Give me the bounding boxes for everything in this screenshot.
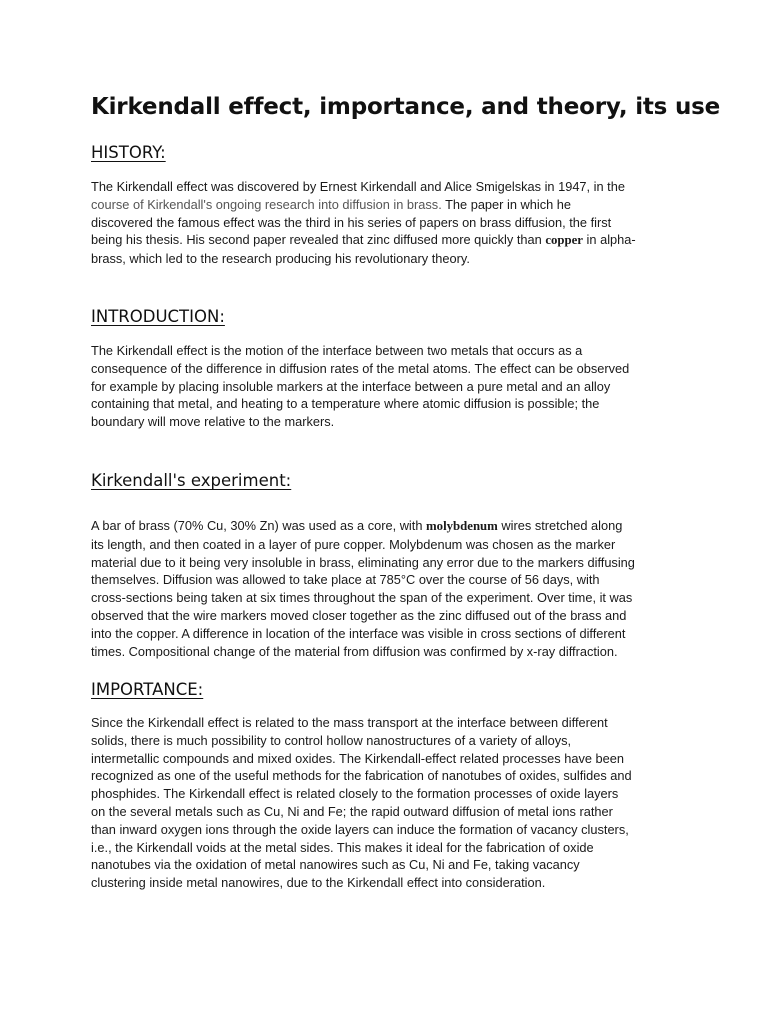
paragraph-line: clustering inside metal nanowires, due to the Kirkendall effect into consideration. xyxy=(91,875,546,891)
paragraph-line: intermetallic compounds and mixed oxides. The Kirkendall-effect related processes have been xyxy=(91,750,625,766)
paragraph-line: material due to it being very insoluble in brass, eliminating any error due to the markers diffusing xyxy=(91,554,635,570)
paragraph-line: observed that the wire markers moved closer together as the zinc diffused out of the brass and xyxy=(91,607,627,623)
paragraph-line: times. Compositional change of the material from diffusion was confirmed by x-ray diffraction. xyxy=(91,643,618,659)
paragraph-experiment xyxy=(91,517,691,660)
paragraph-line: course of Kirkendall's ongoing research into diffusion in brass. The paper in which he xyxy=(91,196,572,212)
paragraph-history xyxy=(91,178,691,268)
paragraph-line: than inward oxygen ions through the oxide layers can induce the formation of vacancy clusters, xyxy=(91,821,629,837)
paragraph-line: brass, which led to the research producing his revolutionary theory. xyxy=(91,251,470,267)
paragraph-line: phosphides. The Kirkendall effect is related closely to the formation processes of oxide layers xyxy=(91,786,619,802)
paragraph-line: solids, there is much possibility to control hollow nanostructures of a variety of alloys, xyxy=(91,732,572,748)
paragraph-line: its length, and then coated in a layer of pure copper. Molybdenum was chosen as the marker xyxy=(91,536,616,552)
molybdenum-emphasis: molybdenum xyxy=(426,519,498,533)
heading-introduction: INTRODUCTION: xyxy=(91,307,225,326)
paragraph-line: themselves. Diffusion was allowed to take place at 785°C over the course of 56 days, with xyxy=(91,572,600,588)
paragraph-line: The Kirkendall effect was discovered by Ernest Kirkendall and Alice Smigelskas in 1947, in the xyxy=(91,179,625,194)
paragraph-line: consequence of the difference in diffusion rates of the metal atoms. The effect can be observed xyxy=(91,360,630,376)
paragraph-line: cross-sections being taken at six times throughout the span of the experiment. Over time, it was xyxy=(91,590,633,606)
paragraph-importance xyxy=(91,714,691,892)
paragraph-line: i.e., the Kirkendall voids at the metal sides. This makes it ideal for the fabrication of oxide xyxy=(91,839,594,855)
paragraph-line: A bar of brass (70% Cu, 30% Zn) was used as a core, with molybdenum wires stretched along xyxy=(91,518,623,533)
paragraph-line: Since the Kirkendall effect is related to the mass transport at the interface between different xyxy=(91,715,608,730)
paragraph-line: nanotubes via the oxidation of metal nanowires such as Cu, Ni and Fe, taking vacancy xyxy=(91,857,580,873)
paragraph-line: being his thesis. His second paper revealed that zinc diffused more quickly than copper in alpha- xyxy=(91,232,636,248)
paragraph-line: on the several metals such as Cu, Ni and Fe; the rapid outward diffusion of metal ions rather xyxy=(91,803,613,819)
paragraph-line: discovered the famous effect was the third in his series of papers on brass diffusion, the first xyxy=(91,214,612,230)
paragraph-line: The Kirkendall effect is the motion of the interface between two metals that occurs as a xyxy=(91,343,583,358)
document-title: Kirkendall effect, importance, and theory, its use xyxy=(91,94,721,120)
heading-history: HISTORY: xyxy=(91,143,166,162)
paragraph-line: into the copper. A difference in location of the interface was visible in cross sections of different xyxy=(91,625,626,641)
heading-experiment: Kirkendall's experiment: xyxy=(91,471,292,490)
paragraph-line: for example by placing insoluble markers at the interface between a pure metal and an alloy xyxy=(91,378,611,394)
paragraph-line: containing that metal, and heating to a temperature where atomic diffusion is possible; the xyxy=(91,396,600,412)
paragraph-line: boundary will move relative to the markers. xyxy=(91,414,335,430)
paragraph-line: recognized as one of the useful methods for the fabrication of nanotubes of oxides, sulfides and xyxy=(91,768,632,784)
heading-importance: IMPORTANCE: xyxy=(91,680,204,699)
paragraph-introduction xyxy=(91,342,691,431)
copper-emphasis: copper xyxy=(545,233,583,248)
